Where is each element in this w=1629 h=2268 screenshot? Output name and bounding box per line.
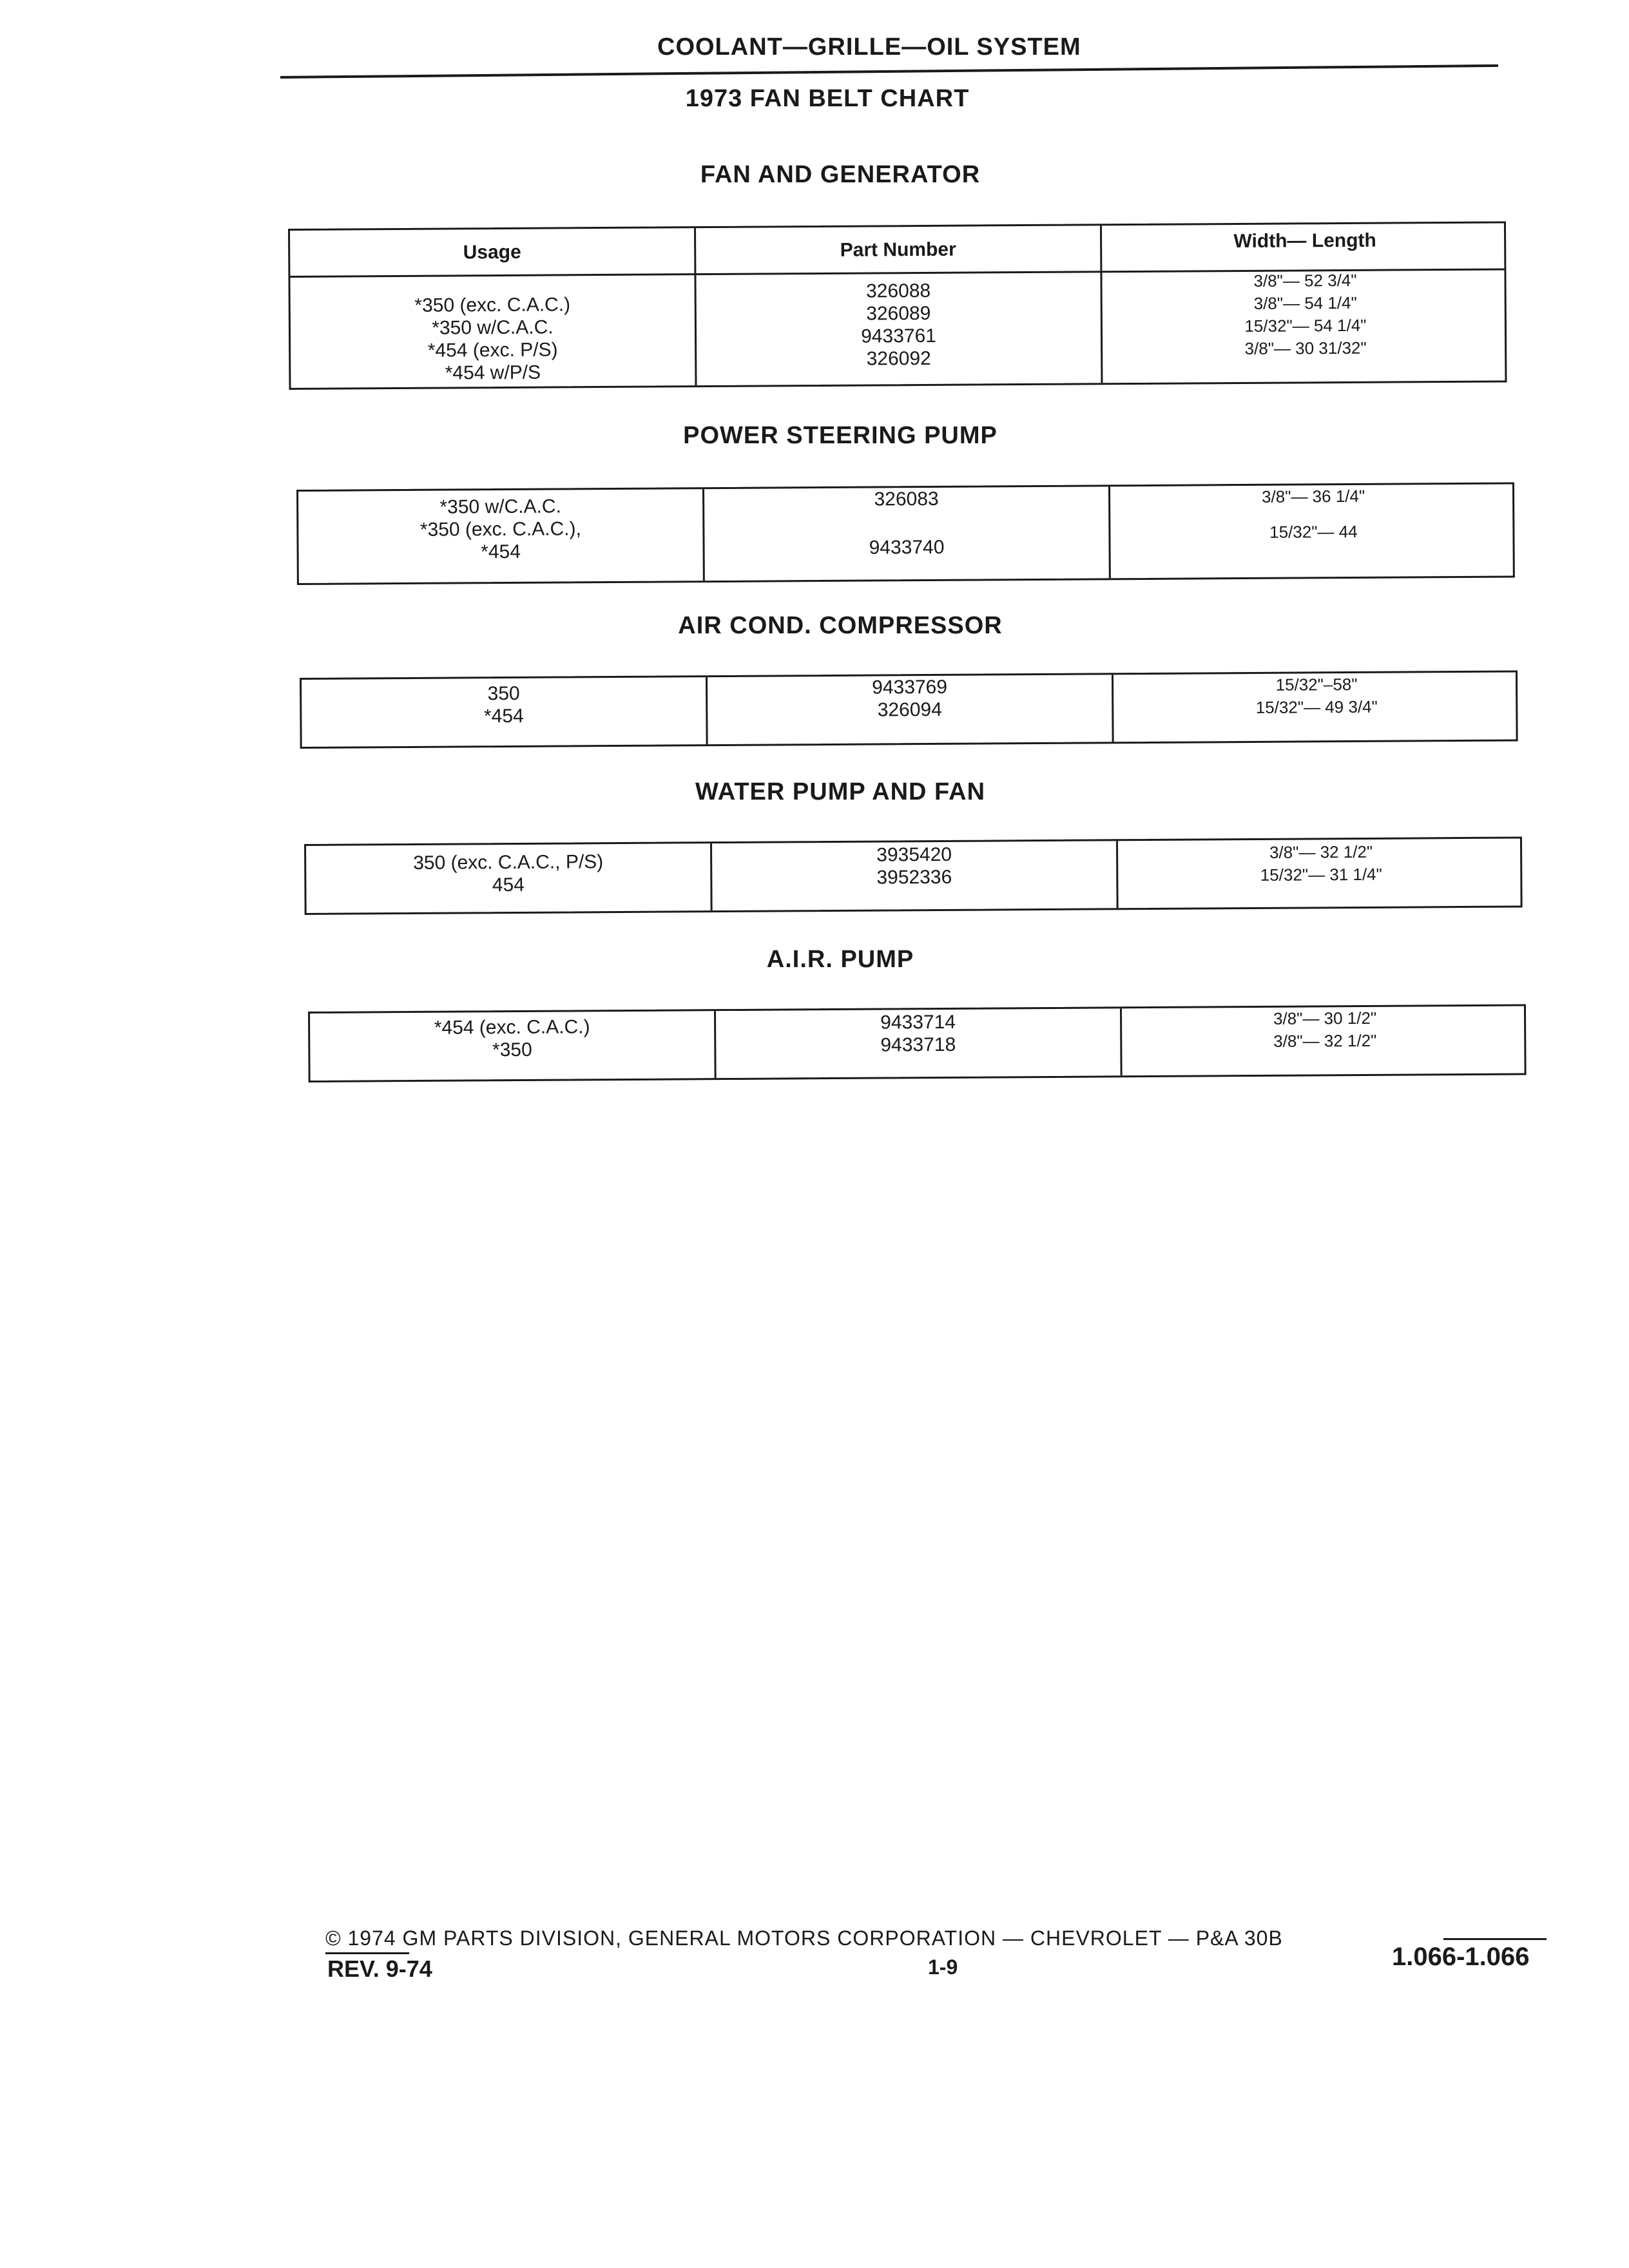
part-number-text: 326088 — [865, 280, 931, 302]
part-cell — [708, 675, 1114, 744]
air-pump-title: A.I.R. PUMP — [766, 946, 914, 973]
belt-size-text: 3/8"— 54 1/4" — [1253, 293, 1357, 313]
footer-copyright: © 1974 GM PARTS DIVISION, GENERAL MOTORS CORPORATION — CHEVROLET — P&A 30B — [325, 1927, 1283, 1950]
footer-rule-left — [325, 1952, 409, 1954]
belt-size-text: 15/32"— 44 — [1269, 521, 1358, 542]
usage-cell — [310, 1011, 717, 1081]
part-number-text: 9433740 — [869, 536, 945, 559]
size-cell — [1122, 1006, 1528, 1075]
part-cell — [704, 486, 1111, 581]
usage-text: *350 (exc. C.A.C.), — [419, 518, 582, 541]
section-heading: COOLANT—GRILLE—OIL SYSTEM — [657, 34, 1081, 61]
part-number-text: 9433718 — [880, 1033, 956, 1056]
belt-size-text: 15/32"–58" — [1275, 674, 1358, 695]
table-row — [290, 268, 1505, 388]
usage-cell — [302, 677, 708, 747]
part-number-text: 9433714 — [880, 1011, 956, 1033]
header-cell-usage — [290, 228, 696, 276]
table-row — [302, 672, 1516, 747]
usage-cell — [298, 489, 705, 583]
size-cell — [1118, 838, 1525, 908]
page-title: 1973 FAN BELT CHART — [685, 85, 970, 112]
table-row — [306, 838, 1521, 913]
power-steering-title: POWER STEERING PUMP — [683, 422, 998, 449]
page-number: 1-9 — [928, 1956, 958, 1979]
part-number-text: 9433761 — [861, 325, 937, 347]
belt-size-text: 3/8"— 32 1/2" — [1273, 1030, 1377, 1051]
header-cell-part — [696, 226, 1102, 273]
size-cell — [1102, 268, 1509, 383]
usage-text: *454 (exc. C.A.C.) — [434, 1016, 590, 1039]
usage-text: *454 — [483, 705, 524, 727]
belt-size-text: 3/8"— 32 1/2" — [1269, 841, 1373, 862]
part-number-text: 326083 — [874, 488, 939, 510]
usage-text: *454 — [481, 541, 521, 563]
water-pump-table — [304, 836, 1523, 915]
belt-size-text: 3/8"— 30 1/2" — [1273, 1008, 1377, 1028]
usage-text: 454 — [492, 874, 525, 896]
part-number-text: 326089 — [866, 302, 931, 325]
fan-generator-title: FAN AND GENERATOR — [700, 161, 981, 188]
table-row — [310, 1006, 1525, 1081]
part-number-text: 3952336 — [876, 866, 952, 889]
fan-generator-table — [288, 221, 1507, 390]
part-number-text: 326092 — [866, 347, 931, 370]
part-cell — [712, 841, 1119, 910]
footer-rule-right — [1443, 1938, 1547, 1940]
column-header-usage: Usage — [463, 241, 521, 264]
usage-text: 350 — [487, 682, 520, 705]
column-header-width-length: Width— Length — [1233, 229, 1376, 253]
table-row — [298, 484, 1513, 583]
usage-cell — [290, 273, 697, 388]
part-number-text: 326094 — [877, 698, 942, 721]
part-number-text: 9433769 — [872, 676, 948, 698]
water-pump-title: WATER PUMP AND FAN — [695, 778, 986, 805]
revision-label: REV. 9-74 — [327, 1956, 432, 1982]
part-number-text: 3935420 — [876, 843, 952, 866]
belt-size-text: 15/32"— 49 3/4" — [1255, 697, 1378, 717]
usage-cell — [306, 843, 713, 913]
part-cell — [696, 271, 1103, 385]
air-pump-table — [308, 1004, 1527, 1082]
belt-size-text: 3/8"— 36 1/4" — [1261, 486, 1365, 506]
usage-text: *350 — [492, 1039, 532, 1061]
usage-text: *454 (exc. P/S) — [427, 339, 558, 361]
power-steering-table — [296, 482, 1515, 585]
usage-text: 350 (exc. C.A.C., P/S) — [413, 851, 604, 874]
air-cond-title: AIR COND. COMPRESSOR — [678, 612, 1003, 639]
usage-text: *350 (exc. C.A.C.) — [414, 294, 571, 316]
column-header-part-number: Part Number — [840, 238, 956, 261]
part-cell — [716, 1008, 1123, 1078]
air-cond-table — [300, 670, 1518, 749]
size-cell — [1113, 672, 1520, 742]
belt-size-text: 15/32"— 54 1/4" — [1244, 315, 1367, 336]
usage-text: *350 w/C.A.C. — [432, 316, 554, 339]
belt-size-text: 15/32"— 31 1/4" — [1260, 864, 1382, 885]
header-cell-size — [1102, 223, 1508, 271]
belt-size-text: 3/8"— 52 3/4" — [1253, 270, 1357, 291]
belt-size-text: 3/8"— 30 31/32" — [1244, 338, 1367, 358]
document-code: 1.066-1.066 — [1392, 1943, 1530, 1971]
size-cell — [1110, 484, 1517, 578]
usage-text: *350 w/C.A.C. — [439, 495, 561, 518]
header-divider — [280, 64, 1498, 79]
usage-text: *454 w/P/S — [445, 361, 541, 384]
